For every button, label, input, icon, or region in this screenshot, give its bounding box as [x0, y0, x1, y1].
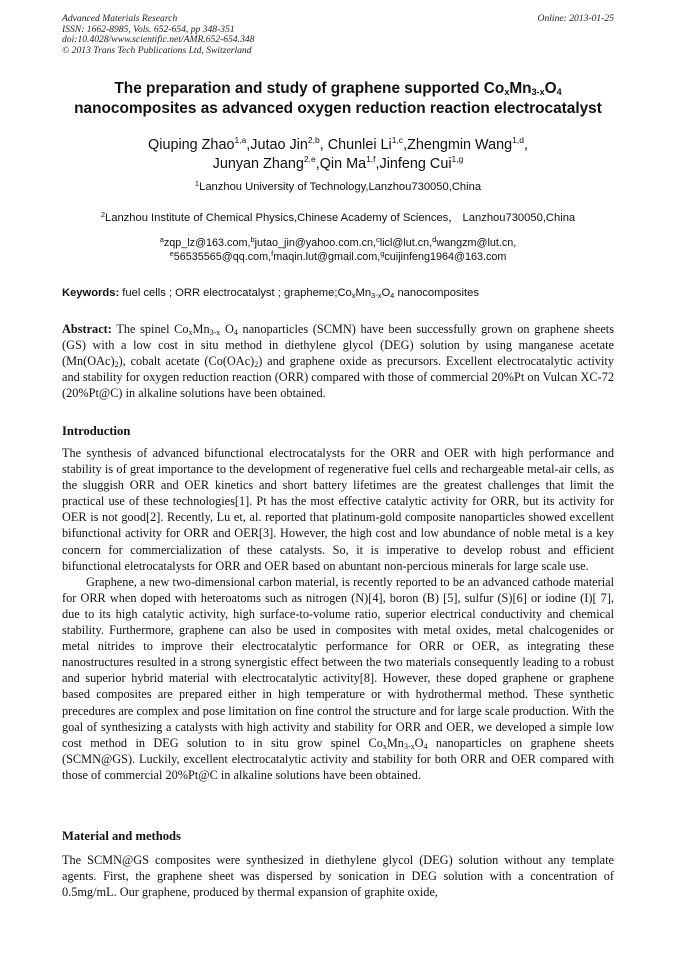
- emails-line-1: $^a$zqp_lz@163.com,$^b$jutao_jin@yahoo.com.cn,$^c$licl@lut.cn,$^d$wangzm@lut.cn,: [159, 235, 517, 249]
- title-line-1: The preparation and study of graphene supported $Co_xMn_{3-x}O_4$: [114, 80, 562, 97]
- email-link[interactable]: jutao_jin@yahoo.com.cn,: [254, 237, 377, 249]
- introduction-body: [62, 445, 614, 783]
- abstract: Abstract: The spinel $Co_xMn_{3-x}$ $O_4$ nanoparticles (SCMN) have been successfully grown on graphene sheets (GS) with a low cost in situ method in diethylene glycol (DEG) solution by using manganese acetate $(Mn(OAc)_2)$, cobalt acetate $(Co(OAc)_2)$ and graphene oxide as precursors. Excellent electrocatalytic activity and stability for oxygen reduction reaction (ORR) compared with those of commercial 20%Pt on Vulcan XC-72 (20%Pt@C) in alkaline solutions have been obtained.: [62, 322, 614, 401]
- email-link[interactable]: licl@lut.cn,: [379, 237, 433, 249]
- email-link[interactable]: maqin.lut@gmail.com,: [273, 251, 381, 263]
- introduction-paragraph-2: Graphene, a new two-dimensional carbon material, is recently reported to be an advanced cathode material for ORR when doped with heteroatoms such as nitrogen (N)[4], boron (B) [5], sulfur (S)[6] or iodine (I)[ 7], due to its high catalytic activity, high surface-to-volume ratio, superior electrical conductivity and chemical stability. Furthermore, graphene can also be used in composites with metal oxides, metal chalcogenides or metal nitrides to improve their electrocatalytic performance for ORR or OER, as integrating these nanostructures resulted in a strong synergistic effect between the two materials consequently leading to a robust and superior hybrid material with electrocatalytic activity[8]. However, these doped graphene or graphene based composites are prepared either in high temperature or with hydrothermal method. These synthetic precedures are complex and pose limitation on fine control the structure and for large scale production. With the goal of synthesizing a catalysts with high activity and stability for ORR and OER, we developed a simple low cost method in DEG solution to in situ grow spinel $Co_xMn_{3-x}O_4$ nanoparticles on graphene sheets (SCMN@GS). Luckily, excellent electrocatalytic activity and stability for both ORR and OER compared with those of commercial 20%Pt@C in alkaline solutions have been obtained.: [62, 574, 615, 782]
- author-name: Jinfeng Cui: [379, 156, 452, 172]
- online-date: Online: 2013-01-25: [537, 13, 614, 24]
- author-name: Qiuping Zhao: [148, 137, 235, 153]
- email-link[interactable]: 56535565@qq.com,: [173, 251, 272, 263]
- author-name: Junyan Zhang: [212, 156, 304, 172]
- author-name: Jutao Jin: [250, 137, 308, 153]
- journal-header: [62, 14, 614, 56]
- introduction-heading: Introduction: [62, 424, 131, 438]
- keywords-label: Keywords:: [62, 287, 120, 299]
- emails-line-2: $^e$56535565@qq.com,$^f$maqin.lut@gmail.com,$^g$cuijinfeng1964@163.com: [169, 249, 507, 263]
- author-name: Chunlei Li: [327, 137, 392, 153]
- methods-body: [62, 852, 614, 900]
- abstract-label: Abstract:: [62, 322, 112, 336]
- authors-line-2: Junyan Zhang$^{2,e}$,Qin Ma$^{1,f}$,Jinfeng Cui$^{1,g}$: [212, 154, 464, 172]
- title-line-2: nanocomposites as advanced oxygen reduction reaction electrocatalyst: [74, 100, 602, 117]
- authors-line-1: Qiuping Zhao$^{1,a}$,Jutao Jin$^{2,b}$, Chunlei Li$^{1,c}$,Zhengmin Wang$^{1,d}$,: [148, 135, 528, 153]
- journal-copyright: © 2013 Trans Tech Publications Ltd, Switzerland: [62, 44, 252, 56]
- journal-name: Advanced Materials Research: [62, 13, 178, 24]
- author-list: [62, 136, 614, 174]
- affiliation-1: $^1$Lanzhou University of Technology,Lanzhou730050,China: [194, 179, 482, 193]
- journal-issn: ISSN: 1662-8985, Vols. 652-654, pp 348-351: [62, 23, 235, 35]
- journal-doi: doi:10.4028/www.scientific.net/AMR.652-654.348: [62, 34, 255, 46]
- author-name: Qin Ma: [319, 156, 367, 172]
- author-emails: [62, 236, 614, 264]
- methods-paragraph-1: The SCMN@GS composites were synthesized in diethylene glycol (DEG) solution without any template agents. First, the graphene sheet was dispersed by sonication in DEG solution with a concentration of 0.5mg/mL. Our graphene, produced by thermal expansion of graphite oxide,: [62, 853, 614, 900]
- methods-heading: Material and methods: [62, 829, 181, 843]
- email-link[interactable]: wangzm@lut.cn,: [436, 237, 517, 249]
- paper-title: [62, 79, 614, 119]
- author-name: Zhengmin Wang: [407, 137, 513, 153]
- email-link[interactable]: zqp_lz@163.com,: [163, 237, 251, 249]
- introduction-paragraph-1: The synthesis of advanced bifunctional electrocatalysts for the ORR and OER with high performance and stability is of great importance to the development of regenerative fuel cells and rechargeable metal-air cells, as the sluggish ORR and OER kinetics and short battery lifetimes are the greatest challenges that limit the practical use of these technologies[1]. Pt has the most effective catalytic activity for ORR, but its activity for OER is not good[2]. Recently, Lu et, al. reported that platinum-gold composite nanoparticles showed excellent bifunctional activity for ORR and OER[3]. However, the high cost and low abundance of noble metal is a key concern for commercialization of these catalysts. So, it is imperative to develop robust and efficient bifunctional eletrocatalysts for ORR and OER based on abuntant non-percious minerals for large scale use.: [62, 446, 614, 573]
- keywords: Keywords: fuel cells ; ORR electrocatalyst ; $grapheme;Co_xMn_{3-x}O_4$ nanocomposites: [62, 287, 479, 300]
- affiliation-2: $^2$Lanzhou Institute of Chemical Physics,Chinese Academy of Sciences， Lanzhou730050,China: [100, 210, 576, 224]
- email-link[interactable]: cuijinfeng1964@163.com: [384, 251, 507, 263]
